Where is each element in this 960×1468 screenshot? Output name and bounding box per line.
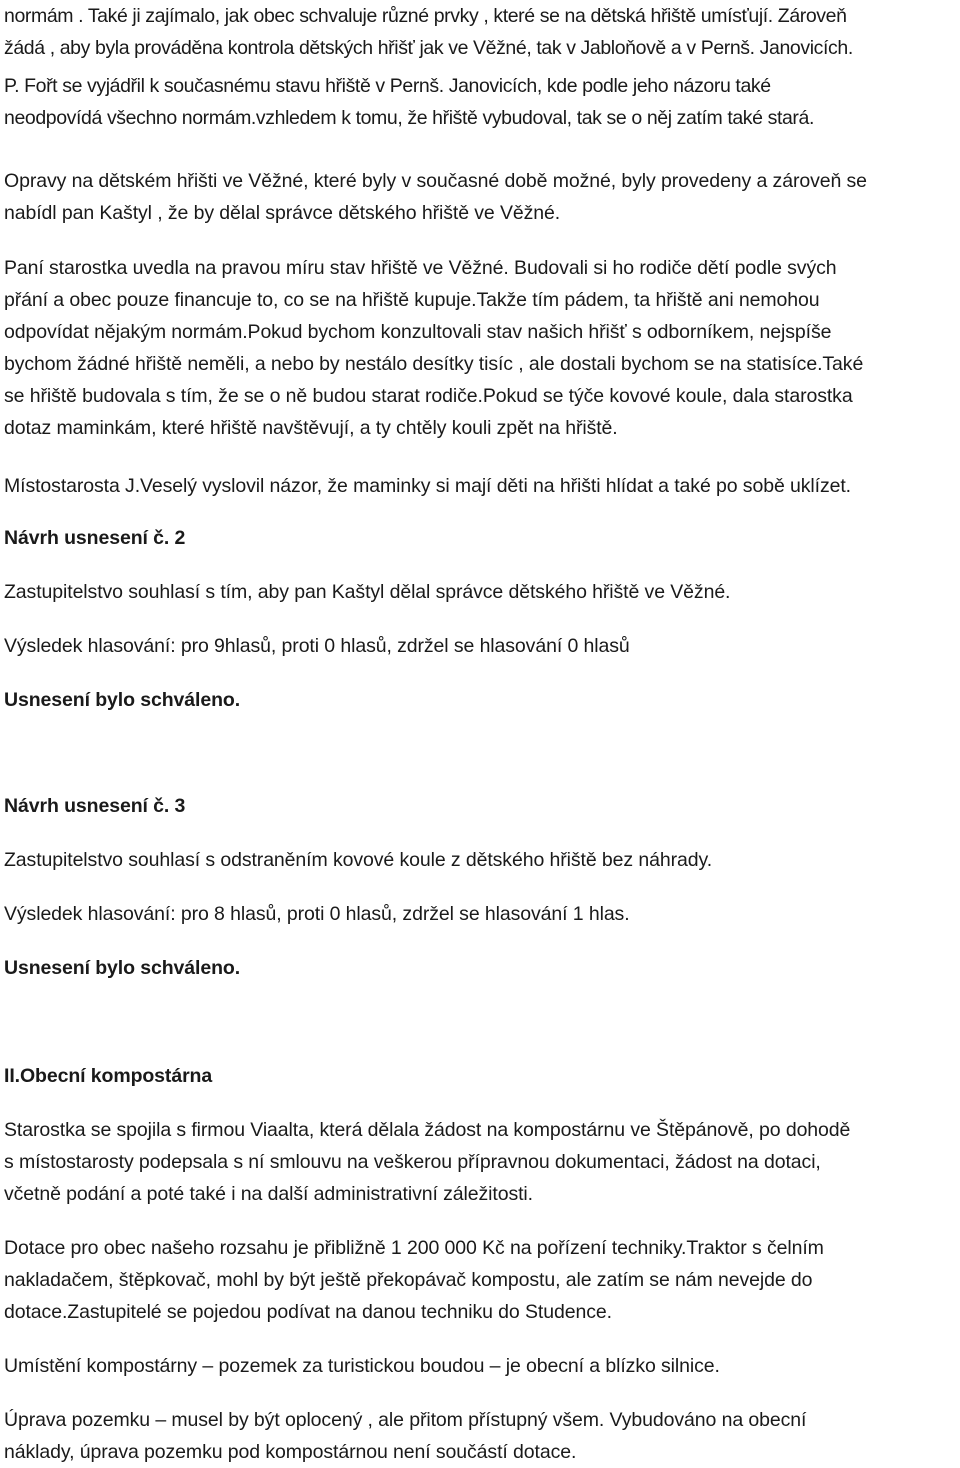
vote-result: Výsledek hlasování: pro 9hlasů, proti 0 hlasů, zdržel se hlasování 0 hlasů	[4, 635, 630, 657]
vote-result: Výsledek hlasování: pro 8 hlasů, proti 0 hlasů, zdržel se hlasování 1 hlas.	[4, 903, 630, 925]
text-line: bychom žádné hřiště neměli, a nebo by nestálo desítky tisíc , ale dostali bychom se na statisíce.Také	[4, 353, 864, 375]
text-line: s místostarosty podepsala s ní smlouvu na veškerou přípravnou dokumentaci, žádost na dotaci,	[4, 1151, 821, 1173]
composting-paragraph-2	[4, 1232, 850, 1328]
text-line: Starostka se spojila s firmou Viaalta, která dělala žádost na kompostárnu ve Štěpánově, po dohodě	[4, 1119, 851, 1141]
text-line: Paní starostka uvedla na pravou míru stav hřiště ve Věžné. Budovali si ho rodiče dětí podle svých	[4, 257, 837, 279]
deputy-paragraph	[4, 470, 851, 502]
resolution-text: Zastupitelstvo souhlasí s odstraněním kovové koule z dětského hřiště bez náhrady.	[4, 849, 713, 871]
text-line: dotaz maminkám, které hřiště navštěvují, a ty chtěly kouli zpět na hřiště.	[4, 417, 618, 439]
resolution-approved: Usnesení bylo schváleno.	[4, 957, 241, 979]
composting-paragraph-4	[4, 1404, 850, 1468]
repairs-paragraph	[4, 165, 867, 229]
text-line: přání a obec pouze financuje to, co se na hřiště kupuje.Takže tím pádem, ta hřiště ani nemohou	[4, 289, 820, 311]
mayor-paragraph	[4, 252, 863, 444]
text-line: nabídl pan Kaštyl , že by dělal správce dětského hřiště ve Věžné.	[4, 202, 561, 224]
section-composting	[4, 1060, 850, 1468]
resolution-3	[4, 790, 712, 984]
section-heading: II.Obecní kompostárna	[4, 1065, 213, 1087]
intro-paragraph	[4, 0, 853, 134]
text-line: neodpovídá všechno normám.vzhledem k tomu, že hřiště vybudoval, tak se o něj zatím také stará.	[4, 107, 814, 129]
text-line: náklady, úprava pozemku pod kompostárnou není součástí dotace.	[4, 1441, 577, 1463]
text-line: P. Fořt se vyjádřil k současnému stavu hřiště v Pernš. Janovicích, kde podle jeho názoru také	[4, 75, 771, 97]
text-line: dotace.Zastupitelé se pojedou podívat na danou techniku do Studence.	[4, 1301, 612, 1323]
composting-paragraph-1	[4, 1114, 850, 1210]
resolution-2	[4, 522, 730, 716]
text-line: se hřiště budovala s tím, že se o ně budou starat rodiče.Pokud se týče kovové koule, dala starostka	[4, 385, 853, 407]
resolution-text: Zastupitelstvo souhlasí s tím, aby pan Kaštyl dělal správce dětského hřiště ve Věžné.	[4, 581, 731, 603]
text-line: Opravy na dětském hřišti ve Věžné, které byly v současné době možné, byly provedeny a zároveň se	[4, 170, 867, 192]
text-line: nakladačem, štěpkovač, mohl by být ještě překopávač kompostu, ale zatím se nám nevejde do	[4, 1269, 813, 1291]
text-line: žádá , aby byla prováděna kontrola dětských hřišť jak ve Věžné, tak v Jabloňově a v Pernš. Janovicích.	[4, 37, 853, 59]
text-line: včetně podání a poté také i na další administrativní záležitosti.	[4, 1183, 533, 1205]
text-line: Místostarosta J.Veselý vyslovil názor, že maminky si mají děti na hřišti hlídat a také po sobě uklízet.	[4, 475, 851, 497]
resolution-heading: Návrh usnesení č. 2	[4, 527, 186, 549]
text-line: normám . Také ji zajímalo, jak obec schvaluje různé prvky , které se na dětská hřiště umísťují. Zároveň	[4, 5, 847, 27]
text-line: Dotace pro obec našeho rozsahu je přibližně 1 200 000 Kč na pořízení techniky.Traktor s čelním	[4, 1237, 824, 1259]
text-line: odpovídat nějakým normám.Pokud bychom konzultovali stav našich hřišť s odborníkem, nejspíše	[4, 321, 832, 343]
resolution-heading: Návrh usnesení č. 3	[4, 795, 186, 817]
text-line: Úprava pozemku – musel by být oplocený , ale přitom přístupný všem. Vybudováno na obecní	[4, 1409, 807, 1431]
composting-location: Umístění kompostárny – pozemek za turistickou boudou – je obecní a blízko silnice.	[4, 1355, 720, 1377]
resolution-approved: Usnesení bylo schváleno.	[4, 689, 241, 711]
